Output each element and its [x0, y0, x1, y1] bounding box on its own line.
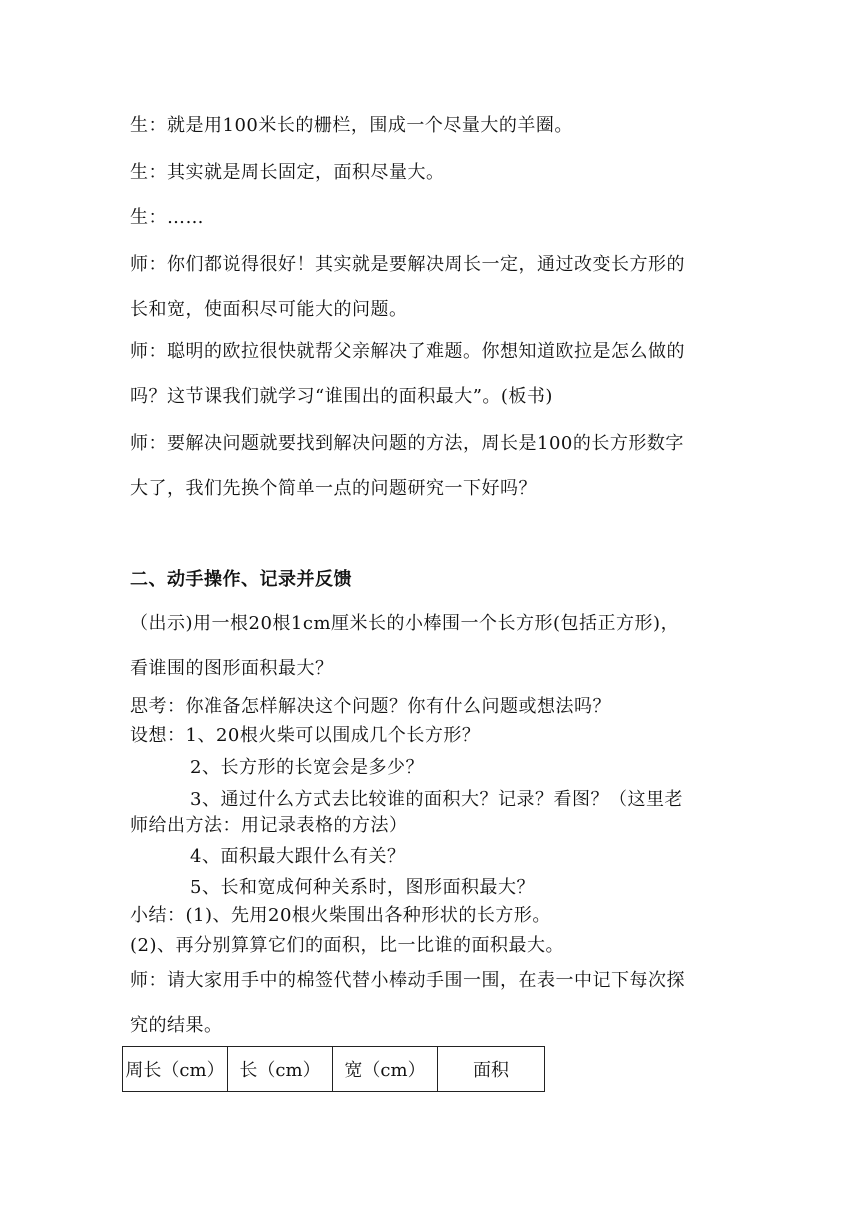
table-header-area: 面积: [438, 1047, 545, 1092]
think-line: 思考：你准备怎样解决这个问题？你有什么问题或想法吗？: [130, 696, 611, 717]
teacher-line-2-cont: 吗？这节课我们就学习“谁围出的面积最大”。(板书): [130, 386, 553, 407]
teacher-line-1: 师：你们都说得很好！其实就是要解决周长一定，通过改变长方形的: [130, 254, 685, 275]
student-line-1: 生：就是用100米长的栅栏，围成一个尽量大的羊圈。: [130, 115, 573, 136]
task-line-1: （出示)用一根20根1cm厘米长的小棒围一个长方形(包括正方形)，: [130, 613, 680, 634]
table-header-perimeter: 周长（cm）: [123, 1047, 228, 1092]
hypothesis-3: 3、通过什么方式去比较谁的面积大？记录？看图？（这里老: [190, 789, 683, 810]
teacher-instruction: 师：请大家用手中的棉签代替小棒动手围一围，在表一中记下每次探: [130, 970, 685, 991]
teacher-line-1-cont: 长和宽，使面积尽可能大的问题。: [130, 299, 408, 320]
record-table: [122, 1046, 545, 1092]
student-line-2: 生：其实就是周长固定，面积尽量大。: [130, 162, 445, 183]
hypothesis-1: 设想：1、20根火柴可以围成几个长方形？: [130, 725, 481, 746]
table-header-row: [123, 1047, 545, 1092]
hypothesis-4: 4、面积最大跟什么有关？: [190, 846, 406, 867]
summary-1: 小结：(1)、先用20根火柴围出各种形状的长方形。: [130, 905, 551, 926]
table-header-length: 长（cm）: [228, 1047, 333, 1092]
hypothesis-2: 2、长方形的长宽会是多少？: [190, 757, 424, 778]
teacher-line-3-cont: 大了，我们先换个简单一点的问题研究一下好吗？: [130, 478, 537, 499]
student-line-3: 生：……: [130, 207, 204, 228]
teacher-line-2: 师：聪明的欧拉很快就帮父亲解决了难题。你想知道欧拉是怎么做的: [130, 341, 685, 362]
summary-2: (2)、再分别算算它们的面积，比一比谁的面积最大。: [130, 935, 564, 956]
hypothesis-5: 5、长和宽成何种关系时，图形面积最大？: [190, 877, 535, 898]
section-title: 二、动手操作、记录并反馈: [130, 569, 352, 590]
task-line-2: 看谁围的图形面积最大？: [130, 658, 334, 679]
teacher-line-3: 师：要解决问题就要找到解决问题的方法，周长是100的长方形数字: [130, 433, 684, 454]
hypothesis-3-cont: 师给出方法：用记录表格的方法）: [130, 815, 408, 836]
table-header-width: 宽（cm）: [333, 1047, 438, 1092]
teacher-instruction-cont: 究的结果。: [130, 1015, 223, 1036]
